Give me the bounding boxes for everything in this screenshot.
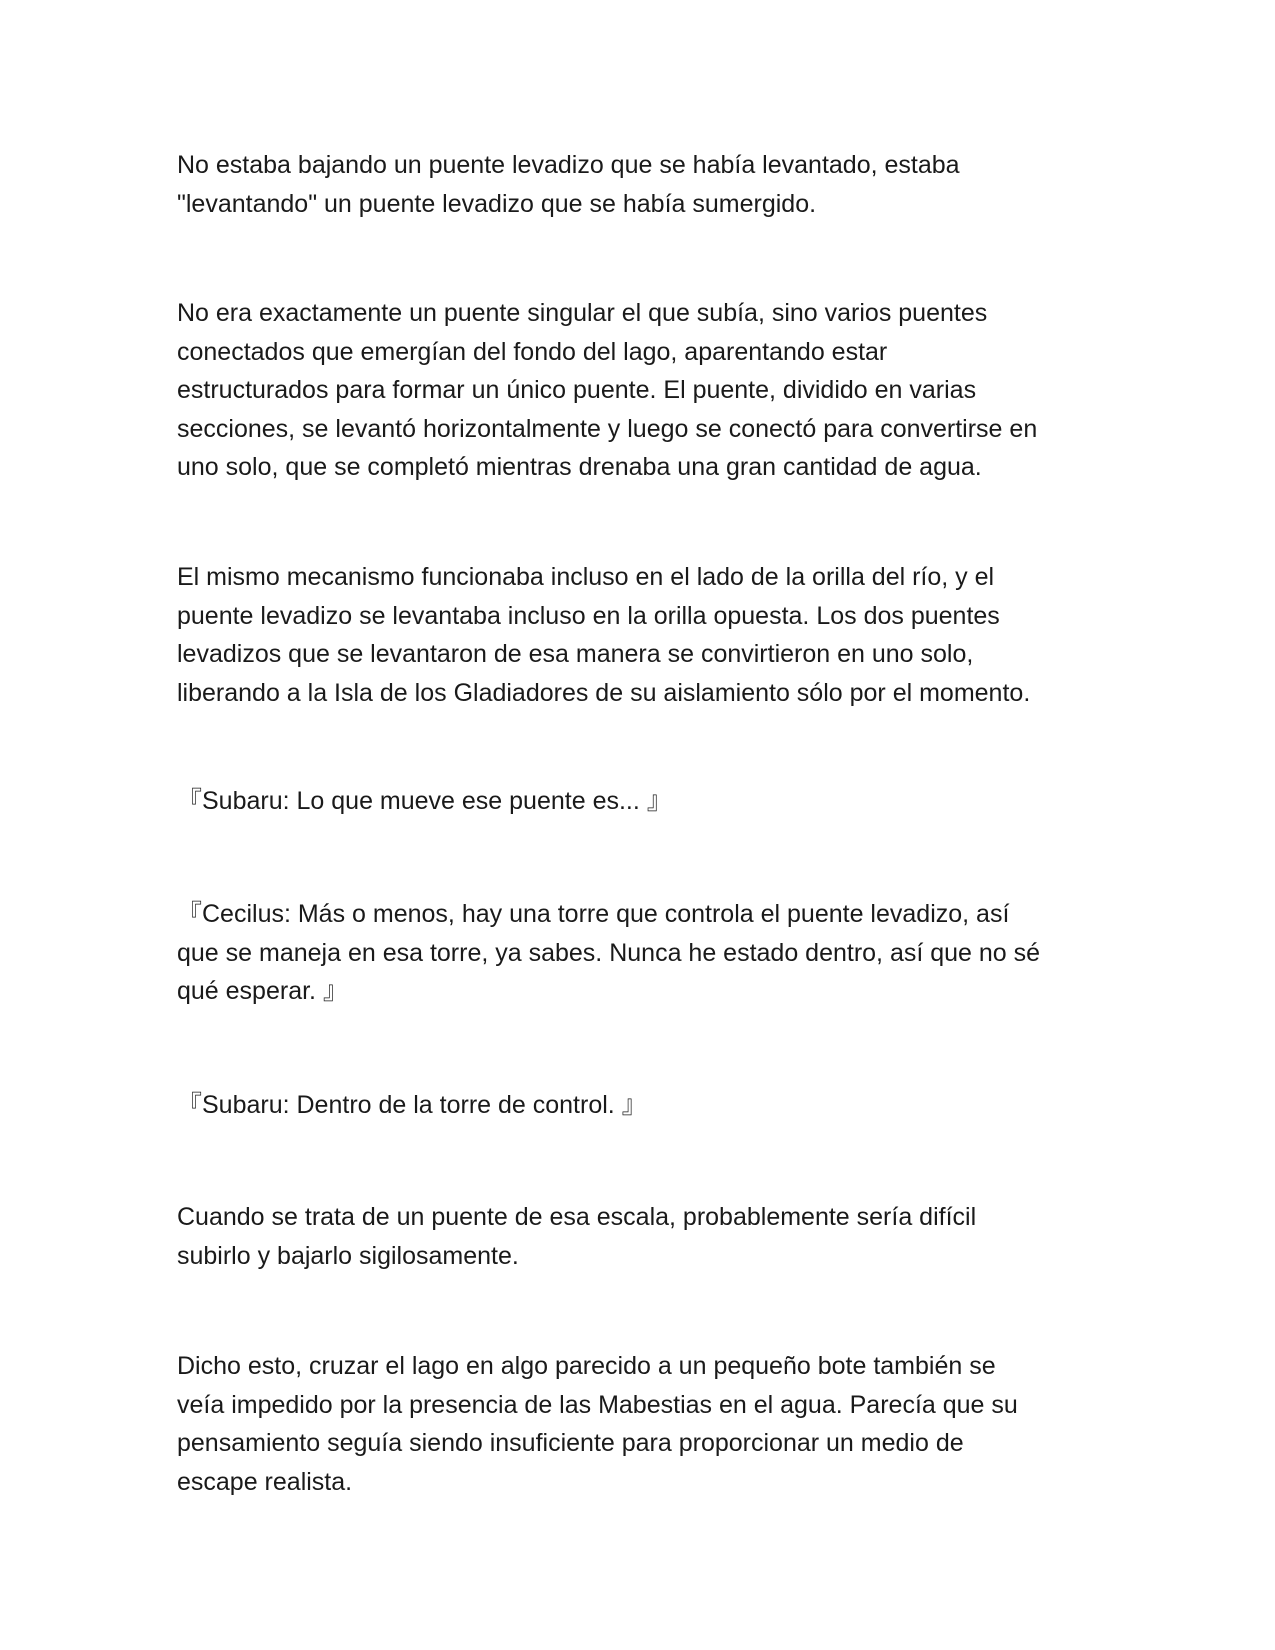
paragraph-8: Dicho esto, cruzar el lago en algo parecido a un pequeño bote también se veía impedido por la presencia de las Mabestias en el agua. Parecía que su pensamiento seguía siendo insuficiente para proporcionar un medio de escape realista.: [177, 1352, 1018, 1496]
dialogue-subaru-2: 『Subaru: Dentro de la torre de control. 』: [177, 1091, 647, 1119]
paragraph-3: El mismo mecanismo funcionaba incluso en el lado de la orilla del río, y el puente levadizo se levantaba incluso en la orilla opuesta. Los dos puentes levadizos que se levantaron de esa manera se convirtieron en uno solo, liberando a la Isla de los Gladiadores de su aislamiento sólo por el momento.: [177, 563, 1031, 707]
paragraph-2: No era exactamente un puente singular el que subía, sino varios puentes conectados que emergían del fondo del lago, aparentando estar estructurados para formar un único puente. El puente, dividido en varias secciones, se levantó horizontalmente y luego se conectó para convertirse en uno solo, que se completó mientras drenaba una gran cantidad de agua.: [177, 299, 1038, 481]
paragraph-1: No estaba bajando un puente levadizo que se había levantado, estaba "levantando" un puente levadizo que se había sumergido.: [177, 151, 960, 218]
dialogue-subaru-1: 『Subaru: Lo que mueve ese puente es... 』: [177, 787, 672, 815]
paragraph-7: Cuando se trata de un puente de esa escala, probablemente sería difícil subirlo y bajarlo sigilosamente.: [177, 1203, 977, 1270]
dialogue-cecilus: 『Cecilus: Más o menos, hay una torre que controla el puente levadizo, así que se maneja en esa torre, ya sabes. Nunca he estado dentro, así que no sé qué esperar. 』: [177, 900, 1041, 1005]
